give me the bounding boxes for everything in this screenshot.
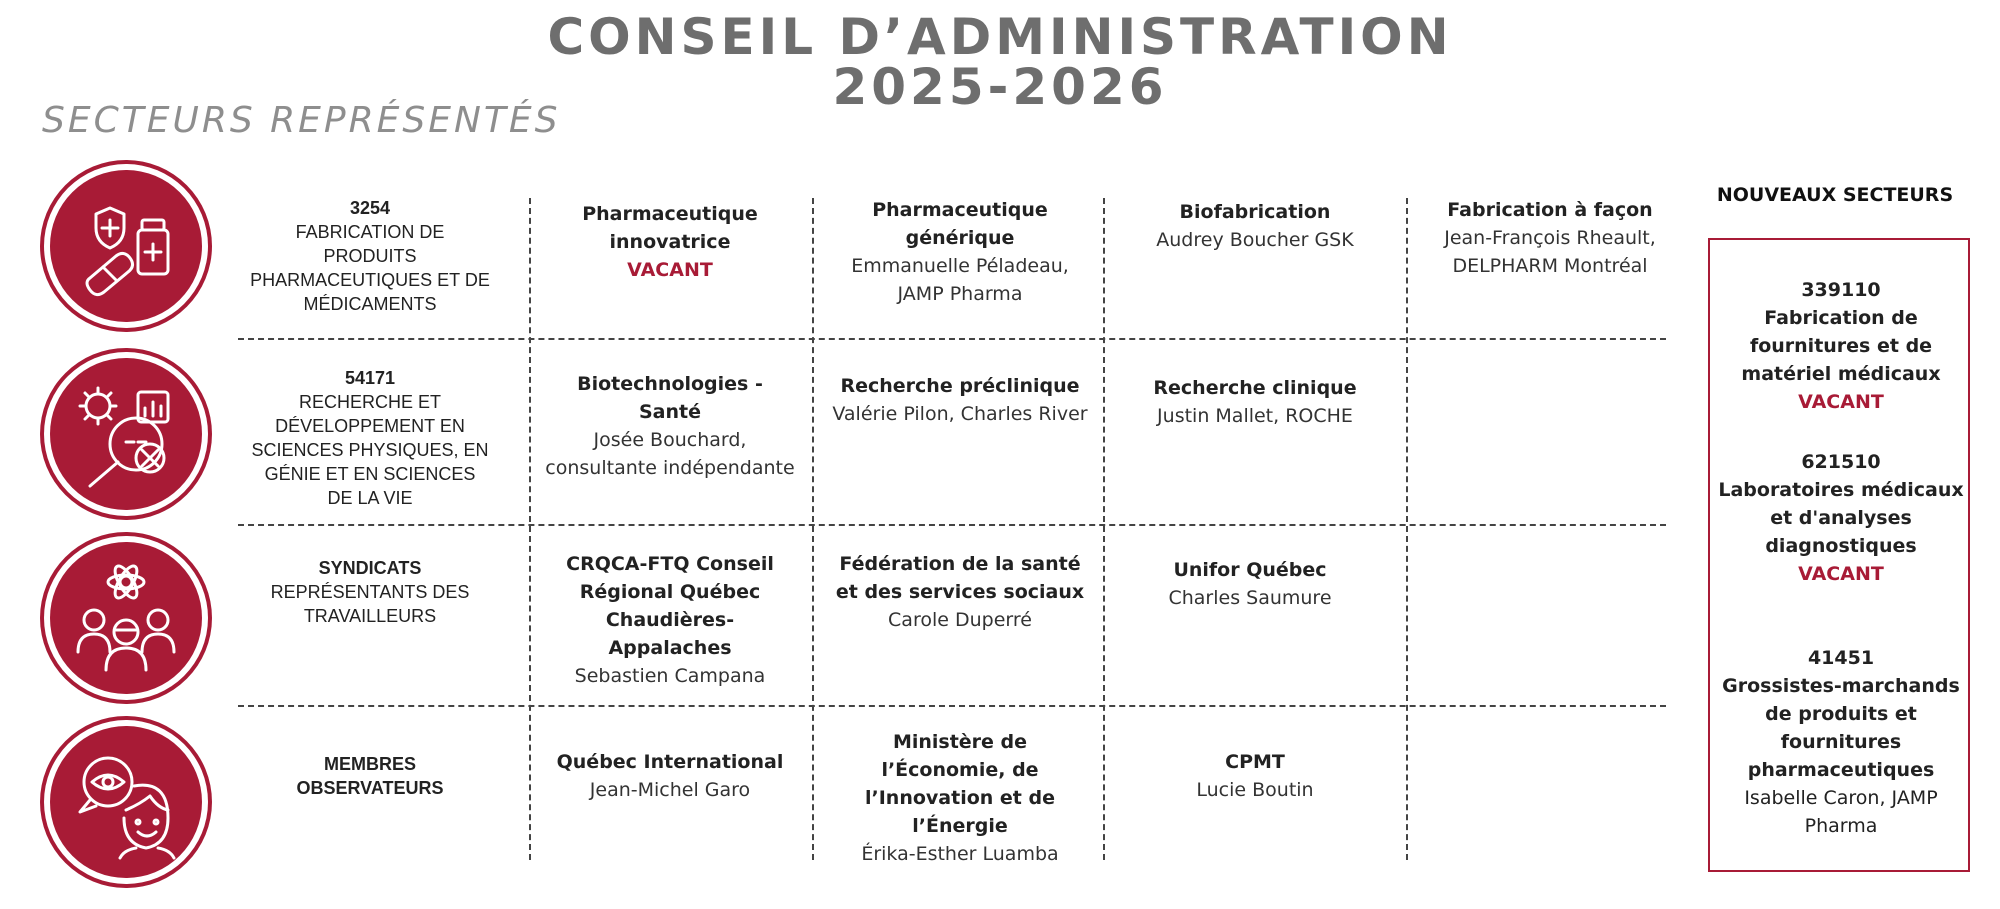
member-cell (1420, 196, 1680, 280)
member-name: Jean-François Rheault, DELPHARM Montréal (1444, 227, 1656, 277)
member-cell (830, 728, 1090, 868)
member-name: Sebastien Campana (574, 665, 766, 687)
member-cell (1150, 198, 1360, 254)
page-title-year: 2025-2026 (832, 58, 1168, 116)
member-name: Jean-Michel Garo (589, 779, 751, 801)
sector-code: 54171 (344, 368, 396, 388)
row-divider (238, 524, 1666, 526)
member-name: Emmanuelle Péladeau, JAMP Pharma (851, 255, 1069, 305)
column-divider (529, 198, 531, 860)
vacant-label: VACANT (627, 259, 713, 281)
column-divider (812, 198, 814, 860)
member-org: Pharmaceutique générique (872, 199, 1048, 249)
pharma-products-icon (50, 170, 202, 322)
member-cell (545, 370, 795, 482)
member-org: CPMT (1225, 751, 1285, 773)
sector-label (250, 752, 490, 800)
sector-label (250, 556, 490, 628)
page-title: CONSEIL D’ADMINISTRATION (547, 8, 1453, 66)
new-sector-item (1710, 276, 1972, 416)
section-subtitle: SECTEURS REPRÉSENTÉS (42, 100, 561, 141)
member-name: Carole Duperré (888, 609, 1032, 631)
sector-name: FABRICATION DE PRODUITS PHARMACEUTIQUES ET DE MÉDICAMENTS (250, 222, 490, 314)
member-name: Josée Bouchard, consultante indépendante (545, 429, 795, 479)
member-name: Érika-Esther Luamba (861, 843, 1059, 865)
member-name: Lucie Boutin (1196, 779, 1314, 801)
member-cell (1150, 748, 1360, 804)
new-sector-member: Isabelle Caron, JAMP Pharma (1744, 787, 1938, 837)
member-cell (545, 200, 795, 284)
member-org: Biofabrication (1179, 201, 1331, 223)
new-sectors-box (1708, 238, 1970, 872)
vacant-label: VACANT (1798, 391, 1884, 413)
new-sector-item (1710, 448, 1972, 588)
sector-name: REPRÉSENTANTS DES TRAVAILLEURS (270, 582, 470, 626)
member-org: Ministère de l’Économie, de l’Innovation et de l’Énergie (865, 731, 1055, 837)
sector-label (250, 196, 490, 316)
member-name: Charles Saumure (1168, 587, 1332, 609)
research-magnifier-icon (50, 358, 202, 510)
sector-code: MEMBRES OBSERVATEURS (296, 754, 444, 798)
member-name: Valérie Pilon, Charles River (832, 403, 1088, 425)
member-cell (1130, 556, 1370, 612)
new-sectors-title: NOUVEAUX SECTEURS (1716, 184, 1954, 206)
member-org: Pharmaceutique innovatrice (582, 203, 758, 253)
new-sector-name: Fabrication de fournitures et de matériel médicaux (1741, 307, 1941, 385)
column-divider (1103, 198, 1105, 860)
member-org: Unifor Québec (1173, 559, 1327, 581)
member-org: Fédération de la santé et des services sociaux (835, 553, 1085, 603)
member-org: Recherche clinique (1153, 377, 1357, 399)
row-divider (238, 705, 1666, 707)
sector-name: RECHERCHE ET DÉVELOPPEMENT EN SCIENCES PHYSIQUES, EN GÉNIE ET EN SCIENCES DE LA VIE (251, 392, 489, 508)
member-cell (545, 748, 795, 804)
member-name: Justin Mallet, ROCHE (1157, 405, 1353, 427)
workers-group-icon (50, 542, 202, 694)
sector-code: 3254 (349, 198, 391, 218)
member-cell (830, 372, 1090, 428)
new-sector-name: Grossistes-marchands de produits et fournitures pharmaceutiques (1722, 675, 1960, 781)
member-org: Québec International (556, 751, 784, 773)
member-cell (830, 196, 1090, 308)
member-name: Audrey Boucher GSK (1156, 229, 1354, 251)
new-sector-name: Laboratoires médicaux et d'analyses diagnostiques (1718, 479, 1964, 557)
sector-label (250, 366, 490, 510)
member-org: Biotechnologies - Santé (577, 373, 763, 423)
vacant-label: VACANT (1798, 563, 1884, 585)
member-cell (1130, 374, 1380, 430)
column-divider (1406, 198, 1408, 860)
member-cell (545, 550, 795, 690)
member-org: Fabrication à façon (1447, 199, 1653, 221)
sector-code: SYNDICATS (318, 558, 422, 578)
observer-eye-icon (50, 726, 202, 878)
new-sector-code: 621510 (1801, 451, 1881, 473)
member-org: Recherche préclinique (840, 375, 1080, 397)
member-cell (835, 550, 1085, 634)
new-sector-item (1710, 644, 1972, 840)
row-divider (238, 338, 1666, 340)
member-org: CRQCA-FTQ Conseil Régional Québec Chaudières-Appalaches (566, 553, 774, 659)
new-sector-code: 41451 (1807, 647, 1875, 669)
new-sector-code: 339110 (1801, 279, 1881, 301)
